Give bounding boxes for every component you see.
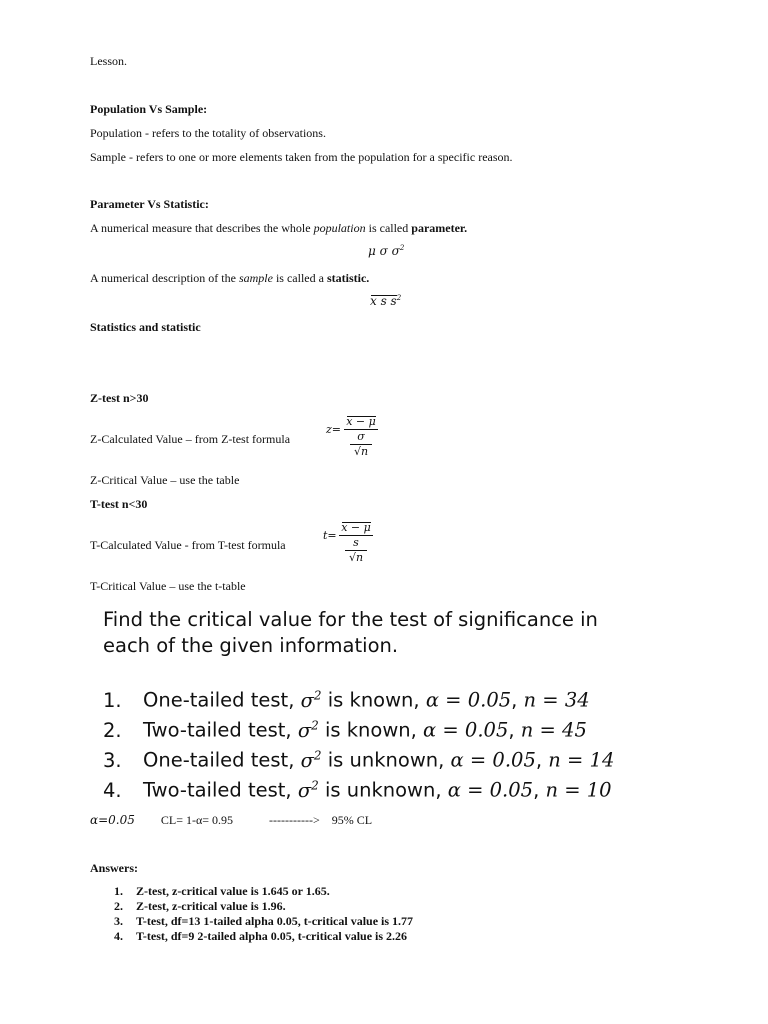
problem-item-text: One-tailed test, [143, 748, 301, 772]
problem-item-alpha: α = 0.05 [423, 718, 509, 742]
answer-item [114, 899, 413, 914]
problem-item-text: Two-tailed test, [143, 778, 298, 802]
answer-item-text: Z-test, z-critical value is 1.645 or 1.65. [136, 884, 330, 898]
answer-item [114, 884, 413, 899]
problem-item-num: 2. [103, 718, 122, 742]
cl-alpha: α=0.05 [90, 813, 135, 827]
statistic-def-mid: is called a [272, 271, 327, 285]
problem-intro-line1: Find the critical value for the test of significance in [103, 608, 598, 631]
problem-item-known: is unknown, [321, 748, 451, 772]
cl-result: 95% CL [331, 813, 373, 827]
answer-item-text: Z-test, z-critical value is 1.96. [136, 899, 286, 913]
ttest-lhs-var: t [323, 529, 328, 542]
ttest-heading: T-test n<30 [90, 497, 148, 511]
answers-list [114, 884, 413, 944]
answer-item [114, 914, 413, 929]
ztest-heading: Z-test n>30 [90, 391, 149, 405]
sigma-squared: $\sigma^2$ [297, 718, 319, 742]
ztest-den-top: σ [357, 430, 365, 443]
problem-item-alpha: α = 0.05 [425, 688, 512, 712]
problem-intro-line2: each of the given information. [103, 634, 399, 657]
param-stat-heading: Parameter Vs Statistic: [90, 197, 209, 211]
statistic-definition [90, 271, 369, 286]
statistics-heading: Statistics and statistic [90, 320, 201, 334]
problem-item-known: is unknown, [318, 778, 448, 802]
ztest-numerator: x − μ [346, 415, 376, 428]
statistic-symbols-text: x s s [370, 294, 397, 308]
statistic-def-pre: A numerical description of the [90, 271, 239, 285]
statistic-def-italic: sample [238, 271, 273, 285]
problem-intro [103, 607, 598, 659]
ztest-critical-label: Z-Critical Value – use the table [90, 473, 240, 487]
parameter-def-bold: parameter. [411, 221, 468, 235]
problem-item-n: n = 14 [548, 748, 615, 772]
problem-item-known: is known, [318, 718, 424, 742]
answer-item-text: T-test, df=13 1-tailed alpha 0.05, t-critical value is 1.77 [136, 914, 414, 928]
sample-definition: Sample - refers to one or more elements taken from the population for a specific reason. [90, 150, 513, 164]
ztest-den-root: n [360, 445, 369, 458]
answer-item-text: T-test, df=9 2-tailed alpha 0.05, t-critical value is 2.26 [136, 929, 408, 943]
statistic-def-bold: statistic. [326, 271, 370, 285]
ztest-lhs-var: z [326, 423, 332, 436]
ttest-numerator: x − μ [341, 521, 371, 534]
ttest-den-top: s [353, 536, 359, 549]
problem-item-num: 1. [103, 688, 122, 712]
problem-item-n: n = 45 [520, 718, 587, 742]
parameter-def-italic: population [313, 221, 366, 235]
cl-formula: CL= 1-α= 0.95 [160, 813, 234, 827]
problem-item-text: Two-tailed test, [143, 718, 298, 742]
ztest-formula-lhs: z= [326, 423, 342, 436]
cl-line [90, 813, 372, 828]
answer-item-num: 1. [114, 884, 123, 898]
parameter-def-mid: is called [365, 221, 412, 235]
problem-item: 1. One-tailed test, $\sigma^2$ is known, α = 0.05, n = 34 [103, 688, 590, 712]
ttest-formula-lhs: t= [323, 529, 337, 542]
sigma-squared: $\sigma^2$ [300, 688, 322, 712]
ttest-calc-label: T-Calculated Value - from T-test formula [90, 538, 286, 552]
pop-sample-heading: Population Vs Sample: [90, 102, 208, 116]
problem-item: 2. Two-tailed test, $\sigma^2$ is known, α = 0.05, n = 45 [103, 718, 587, 742]
answer-item [114, 929, 413, 944]
answer-item-num: 3. [114, 914, 123, 928]
ztest-calc-label: Z-Calculated Value – from Z-test formula [90, 432, 291, 446]
answer-item-num: 2. [114, 899, 123, 913]
statistic-symbols: x s $s^2$ [370, 294, 402, 308]
problem-item: 4. Two-tailed test, $\sigma^2$ is unknown, α = 0.05, n = 10 [103, 778, 612, 802]
problem-item-n: n = 10 [545, 778, 612, 802]
problem-list [103, 683, 614, 803]
problem-item-alpha: α = 0.05 [447, 778, 534, 802]
parameter-symbols: μ σ $\sigma^2$ [368, 244, 405, 258]
sigma-squared: $\sigma^2$ [297, 778, 319, 802]
problem-item-num: 4. [103, 778, 122, 802]
problem-item: 3. One-tailed test, $\sigma^2$ is unknown, α = 0.05, n = 14 [103, 748, 615, 772]
sigma-squared: $\sigma^2$ [300, 748, 322, 772]
ttest-den-root: n [355, 551, 364, 564]
problem-item-text: One-tailed test, [143, 688, 301, 712]
cl-arrow: -----------> [269, 813, 320, 827]
lesson-label: Lesson. [90, 54, 127, 68]
population-definition: Population - refers to the totality of observations. [90, 126, 326, 140]
problem-item-alpha: α = 0.05 [450, 748, 536, 772]
ttest-critical-label: T-Critical Value – use the t-table [90, 579, 246, 593]
answers-heading: Answers: [90, 861, 138, 875]
parameter-definition [90, 221, 467, 236]
problem-item-known: is known, [321, 688, 426, 712]
answer-item-num: 4. [114, 929, 123, 943]
problem-item-num: 3. [103, 748, 122, 772]
parameter-def-pre: A numerical measure that describes the whole [90, 221, 314, 235]
problem-item-n: n = 34 [523, 688, 590, 712]
parameter-symbols-text: μ σ σ [368, 244, 400, 258]
